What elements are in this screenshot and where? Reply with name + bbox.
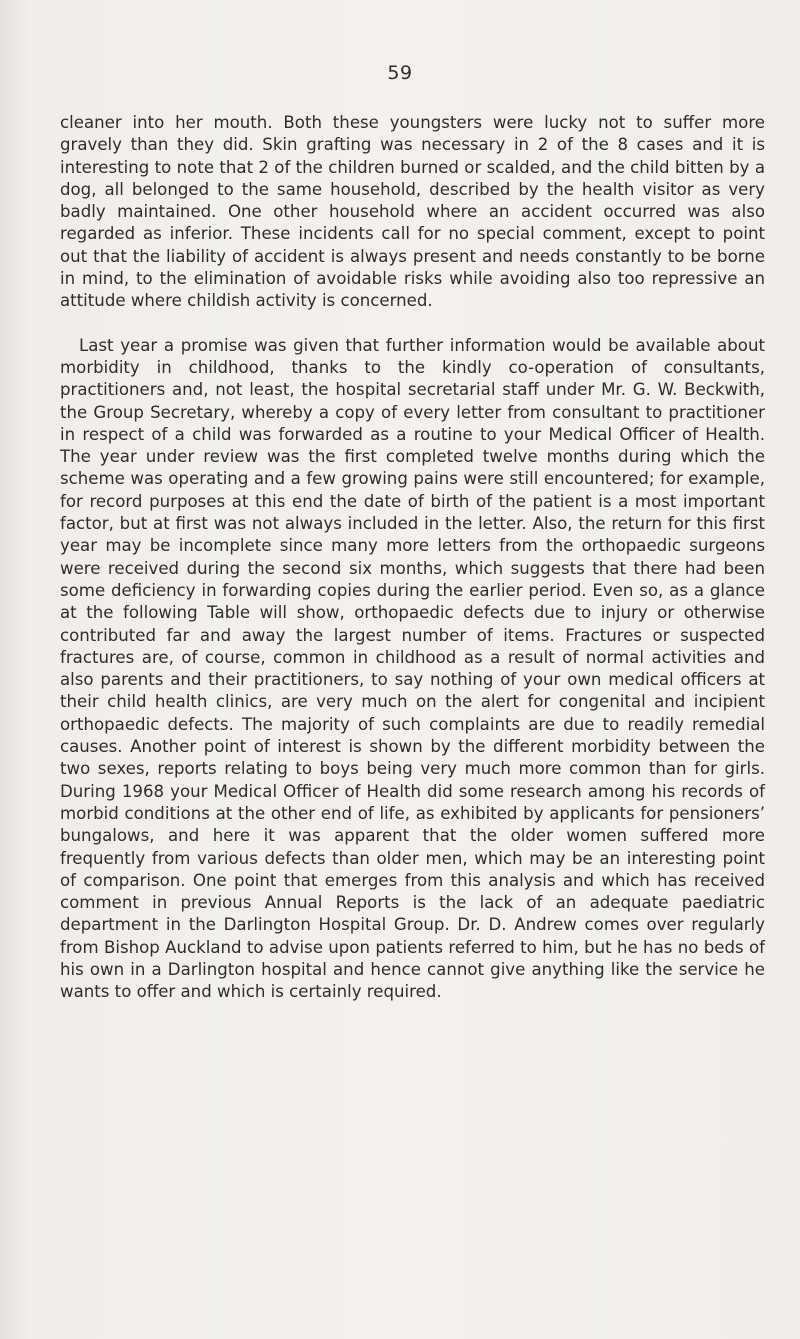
page-number: 59 <box>387 62 413 84</box>
paragraph-morbidity: Last year a promise was given that further information would be available about morbidity in childhood, thanks to the kindly co-operation of consultants, practitioners and, not least, the hospital secretarial staff under Mr. G. W. Beckwith, the Group Secretary, whereby a copy of every letter from consultant to practitioner in respect of a child was forwarded as a routine to your Medical Officer of Health. The year under review was the first completed twelve months during which the scheme was operating and a few growing pains were still encountered; for example, for record purposes at this end the date of birth of the patient is a most important factor, but at first was not always included in the letter. Also, the return for this first year may be incomplete since many more letters from the orthopaedic surgeons were received during the second six months, which suggests that there had been some deficiency in forwarding copies during the earlier period. Even so, as a glance at the following Table will show, orthopaedic defects due to injury or otherwise contributed far and away the largest number of items. Fractures or suspected fractures are, of course, common in childhood as a result of normal activities and also parents and their practitioners, to say nothing of your own medical officers at their child health clinics, are very much on the alert for congenital and incipient orthopaedic defects. The majority of such complaints are due to readily remedial causes. Another point of interest is shown by the different morbidity between the two sexes, reports relating to boys being very much more common than for girls. During 1968 your Medical Officer of Health did some research among his records of morbid conditions at the other end of life, as exhibited by applicants for pensioners’ bungalows, and here it was apparent that the older women suffered more frequently from various defects than older men, which may be an interesting point of comparison. One point that emerges from this analysis and which has received comment in previous Annual Reports is the lack of an adequate paediatric department in the Darlington Hospital Group. Dr. D. Andrew comes over regularly from Bishop Auckland to advise upon patients referred to him, but he has no beds of his own in a Darlington hospital and hence cannot give anything like the service he wants to offer and which is certainly required. <box>60 335 765 1002</box>
paragraph-continuation: cleaner into her mouth. Both these youngsters were lucky not to suffer more gravely than they did. Skin grafting was necessary in 2 of the 8 cases and it is interesting to note that 2 of the children burned or scalded, and the child bitten by a dog, all belonged to the same household, described by the health visitor as very badly maintained. One other household where an accident occurred was also regarded as inferior. These incidents call for no special comment, except to point out that the liability of accident is always present and needs constantly to be borne in mind, to the elimination of avoidable risks while avoiding also too repressive an attitude where childish activity is concerned. <box>60 113 765 311</box>
body-text <box>60 112 765 1004</box>
